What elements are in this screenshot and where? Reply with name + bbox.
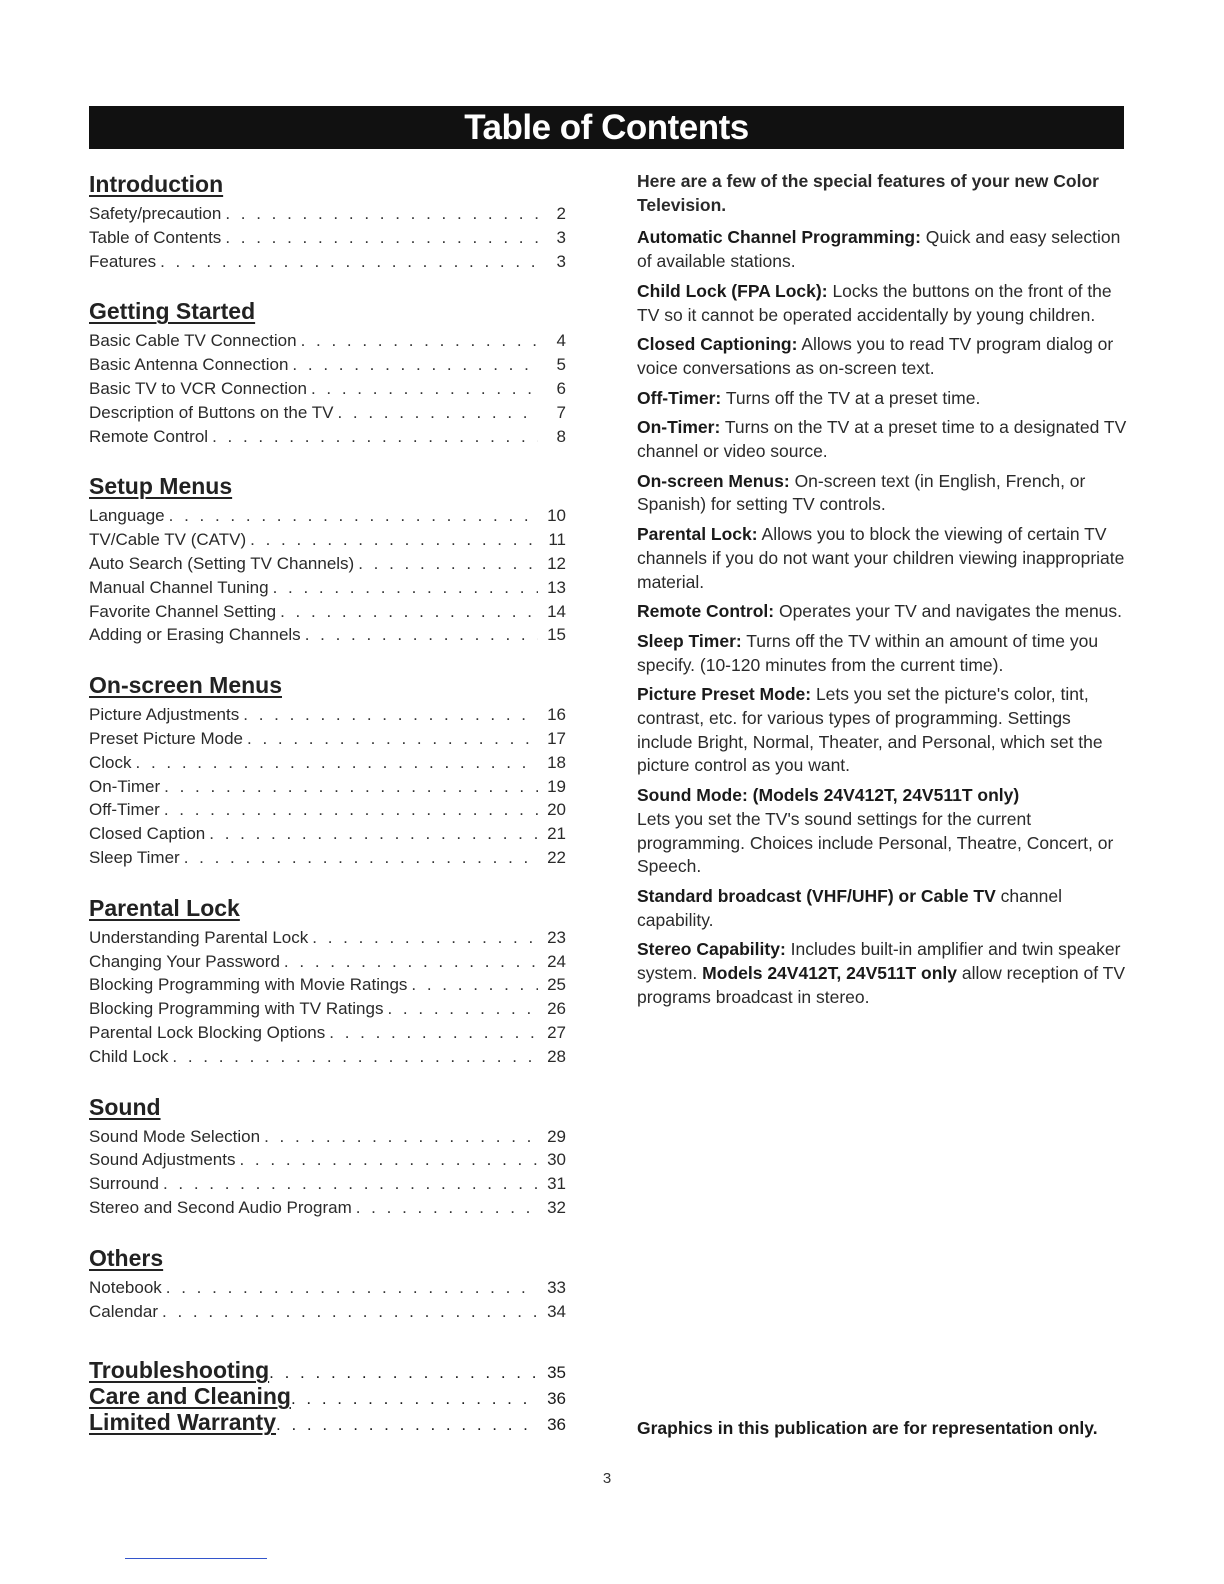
toc-entry[interactable]	[89, 425, 566, 449]
dot-leader	[209, 822, 538, 846]
toc-entry[interactable]	[89, 703, 566, 727]
toc-entry-label: Stereo and Second Audio Program	[89, 1197, 352, 1217]
toc-entry[interactable]	[89, 528, 566, 552]
toc-section	[89, 1089, 566, 1220]
dot-leader	[264, 1125, 538, 1149]
feature-description: Includes built-in amplifier and twin speaker system.	[637, 939, 1121, 984]
toc-entry-label: Auto Search (Setting TV Channels)	[89, 553, 355, 573]
toc-major-entry-label: Troubleshooting	[89, 1357, 270, 1384]
toc-section-title[interactable]: Others	[89, 1244, 164, 1271]
toc-entry-page: 30	[547, 1150, 566, 1170]
dot-leader	[273, 576, 538, 600]
feature-description: On-screen text (in English, French, or Spanish) for setting TV controls.	[637, 470, 1086, 515]
toc-entry-page: 33	[547, 1277, 566, 1297]
dot-leader	[166, 1276, 538, 1300]
toc-section-title[interactable]: Getting Started	[89, 298, 256, 325]
dot-leader	[163, 1172, 538, 1196]
dot-leader	[337, 401, 538, 425]
toc-entry-page: 11	[548, 530, 566, 550]
toc-section-title[interactable]: On-screen Menus	[89, 672, 282, 699]
toc-entry[interactable]	[89, 1276, 566, 1300]
toc-major-entry[interactable]	[89, 1383, 566, 1409]
toc-entry[interactable]	[89, 798, 566, 822]
toc-entry[interactable]	[89, 353, 566, 377]
toc-entry-page: 14	[547, 601, 566, 621]
toc-entry[interactable]	[89, 1045, 566, 1069]
feature-item	[637, 280, 1127, 327]
dot-leader	[212, 425, 538, 449]
toc-entry-page: 24	[547, 951, 566, 971]
feature-description: allow reception of TV programs broadcast in stereo.	[637, 963, 1126, 1007]
toc-entry-page: 5	[556, 355, 566, 375]
dot-leader	[160, 250, 538, 274]
toc-entry-label: Picture Adjustments	[89, 705, 240, 725]
toc-major-entry-label: Care and Cleaning	[89, 1383, 291, 1410]
toc-entry[interactable]	[89, 1125, 566, 1149]
toc-entry-page: 22	[547, 847, 566, 867]
page-title-banner	[89, 106, 1124, 149]
feature-description: Lets you set the picture's color, tint, contrast, etc. for various types of programming. Settings include Bright, Normal, Theater, and Personal, which set the picture control as you want.	[637, 684, 1103, 776]
toc-entry[interactable]	[89, 1196, 566, 1220]
toc-entry-label: Adding or Erasing Channels	[89, 625, 301, 645]
toc-entry-label: Blocking Programming with TV Ratings	[89, 999, 384, 1019]
toc-entry-label: TV/Cable TV (CATV)	[89, 530, 247, 550]
toc-entry-label: Off-Timer	[89, 800, 160, 820]
feature-term: Remote Control:	[637, 601, 775, 622]
toc-entry-page: 6	[556, 378, 566, 398]
toc-entry-page: 34	[547, 1301, 566, 1321]
toc-entry-page: 23	[547, 927, 566, 947]
feature-description: Allows you to read TV program dialog or voice conversations as on-screen text.	[637, 334, 1114, 378]
toc-entry-page: 12	[547, 553, 566, 573]
toc-entry[interactable]	[89, 623, 566, 647]
dot-leader	[225, 202, 538, 226]
dot-leader	[329, 1021, 538, 1045]
feature-term: Stereo Capability:	[637, 939, 786, 960]
toc-major-entry-label: Limited Warranty	[89, 1409, 277, 1436]
toc-entry-page: 26	[547, 999, 566, 1019]
toc-entry-page: 2	[556, 204, 566, 223]
dot-leader	[164, 775, 538, 799]
toc-entry-label: Sleep Timer	[89, 847, 180, 867]
dot-leader	[280, 600, 538, 624]
toc-entry-label: Language	[89, 506, 165, 526]
toc-entry-label: Closed Caption	[89, 824, 206, 844]
toc-entry-page: 19	[547, 776, 566, 796]
toc-section-title[interactable]: Setup Menus	[89, 473, 233, 500]
toc-entry[interactable]	[89, 950, 566, 974]
toc-entry[interactable]	[89, 1172, 566, 1196]
toc-entry-page: 3	[556, 251, 566, 271]
toc-section	[89, 293, 566, 448]
toc-major-entry[interactable]	[89, 1409, 566, 1435]
toc-entry-page: 28	[547, 1046, 566, 1066]
dot-leader	[247, 727, 538, 751]
features-intro: Here are a few of the special features of your new Color Television.	[637, 171, 1099, 215]
toc-entry-label: Notebook	[89, 1277, 162, 1297]
toc-entry-page: 8	[556, 426, 566, 446]
toc-entry[interactable]	[89, 727, 566, 751]
toc-section	[89, 468, 566, 647]
toc-entry[interactable]	[89, 926, 566, 950]
toc-entry-page: 18	[547, 752, 566, 772]
toc-entry[interactable]	[89, 846, 566, 870]
feature-term: Picture Preset Mode:	[637, 684, 812, 705]
toc-entry[interactable]	[89, 1300, 566, 1324]
toc-entry[interactable]	[89, 401, 566, 425]
toc-entry[interactable]	[89, 751, 566, 775]
toc-entry-label: Safety/precaution	[89, 204, 222, 223]
dot-leader	[162, 1300, 538, 1324]
feature-term: Sleep Timer:	[637, 630, 742, 651]
toc-entry-label: Favorite Channel Setting	[89, 601, 277, 621]
toc-entry-page: 7	[556, 402, 566, 422]
table-of-contents	[89, 166, 566, 1435]
toc-entry-label: Description of Buttons on the TV	[89, 402, 334, 422]
toc-entry[interactable]	[89, 1148, 566, 1172]
feature-item	[637, 333, 1127, 380]
feature-item	[637, 885, 1127, 932]
toc-entry-page: 20	[547, 800, 566, 820]
feature-item	[637, 683, 1127, 778]
toc-entry-label: Blocking Programming with Movie Ratings	[89, 975, 408, 995]
toc-entry[interactable]	[89, 600, 566, 624]
toc-section	[89, 1240, 566, 1324]
feature-description: channel capability.	[637, 885, 1062, 930]
toc-entry-page: 17	[547, 728, 566, 748]
toc-section	[89, 890, 566, 1069]
feature-description: Operates your TV and navigates the menus.	[778, 601, 1123, 622]
toc-entry-page: 25	[547, 975, 566, 995]
toc-entry-label: Sound Mode Selection	[89, 1126, 261, 1146]
toc-entry[interactable]	[89, 329, 566, 353]
toc-section-title[interactable]: Parental Lock	[89, 894, 240, 921]
feature-description: Locks the buttons on the front of the TV so it cannot be operated accidentally by young children.	[637, 280, 1112, 325]
toc-major-entry-page: 36	[547, 1389, 566, 1409]
toc-section-title[interactable]: Introduction	[89, 171, 224, 197]
toc-entry[interactable]	[89, 1021, 566, 1045]
toc-major-entry-page: 35	[547, 1363, 566, 1383]
toc-entry-label: Basic Antenna Connection	[89, 355, 289, 375]
feature-item	[637, 600, 1127, 624]
feature-description: Lets you set the TV's sound settings for the current programming. Choices include Personal, Theatre, Concert, or Speech.	[637, 808, 1114, 877]
feature-term: On-screen Menus:	[637, 470, 790, 491]
dot-leader	[301, 329, 538, 353]
feature-term: Sound Mode: (Models 24V412T, 24V511T only)	[637, 785, 1020, 806]
toc-entry-label: Understanding Parental Lock	[89, 927, 309, 947]
feature-item	[637, 226, 1127, 273]
toc-entry[interactable]	[89, 775, 566, 799]
feature-description: Turns off the TV at a preset time.	[725, 387, 981, 408]
toc-section	[89, 667, 566, 870]
toc-entry-label: Sound Adjustments	[89, 1150, 236, 1170]
page-number: 3	[602, 1470, 612, 1487]
toc-entry[interactable]	[89, 973, 566, 997]
toc-entry-label: Manual Channel Tuning	[89, 577, 269, 597]
dot-leader	[312, 926, 538, 950]
toc-entry[interactable]	[89, 226, 566, 250]
toc-entry-page: 15	[547, 625, 566, 645]
feature-term: Automatic Channel Programming:	[637, 227, 921, 248]
toc-major-entry[interactable]	[89, 1357, 566, 1383]
dot-leader	[184, 846, 538, 870]
toc-entry-page: 13	[547, 577, 566, 597]
toc-major-entry-page: 36	[547, 1415, 566, 1435]
feature-term: Models 24V412T, 24V511T only	[702, 963, 958, 984]
feature-term: Parental Lock:	[637, 524, 758, 545]
toc-entry-page: 32	[547, 1197, 566, 1217]
toc-entry-page: 16	[547, 705, 566, 725]
toc-entry-label: Basic TV to VCR Connection	[89, 378, 307, 398]
feature-item	[637, 523, 1127, 594]
toc-entry-label: Features	[89, 251, 157, 271]
dot-leader	[356, 1196, 538, 1220]
feature-item	[637, 938, 1127, 1009]
dot-leader	[269, 1360, 538, 1386]
dot-leader	[243, 703, 538, 727]
toc-entry-label: Clock	[89, 752, 132, 772]
dot-leader	[172, 1045, 538, 1069]
feature-term: Closed Captioning:	[637, 334, 798, 355]
dot-leader	[411, 973, 538, 997]
toc-entry-label: Child Lock	[89, 1046, 169, 1066]
feature-term: On-Timer:	[637, 417, 721, 438]
toc-entry-label: Basic Cable TV Connection	[89, 331, 297, 351]
toc-entry-label: Changing Your Password	[89, 951, 280, 971]
toc-entry-label: Calendar	[89, 1301, 158, 1321]
toc-section	[89, 166, 566, 273]
toc-section-title[interactable]: Sound	[89, 1093, 161, 1120]
toc-entry-page: 3	[556, 227, 566, 247]
feature-description: Quick and easy selection of available stations.	[637, 227, 1121, 272]
toc-entry-page: 21	[547, 824, 566, 844]
toc-entry[interactable]	[89, 504, 566, 528]
toc-entry-page: 4	[556, 331, 566, 351]
toc-entry-page: 10	[547, 506, 566, 526]
dot-leader	[387, 997, 538, 1021]
toc-entry-page: 31	[547, 1174, 566, 1194]
bottom-rule	[125, 1558, 267, 1559]
dot-leader	[284, 950, 538, 974]
feature-item	[637, 470, 1127, 517]
toc-entry-label: On-Timer	[89, 776, 161, 796]
dot-leader	[136, 751, 538, 775]
feature-description: Allows you to block the viewing of certain TV channels if you do not want your children viewing inappropriate material.	[637, 524, 1125, 592]
feature-description: Turns on the TV at a preset time to a designated TV channel or video source.	[637, 417, 1127, 462]
dot-leader	[169, 504, 538, 528]
feature-item	[637, 387, 1127, 411]
toc-entry[interactable]	[89, 250, 566, 274]
page-title: Table of Contents	[464, 108, 749, 147]
toc-entry-label: Remote Control	[89, 426, 209, 446]
toc-entry-page: 27	[547, 1022, 566, 1042]
feature-item	[637, 784, 1127, 879]
dot-leader	[311, 377, 538, 401]
feature-term: Standard broadcast (VHF/UHF) or Cable TV	[637, 885, 996, 906]
dot-leader	[292, 353, 538, 377]
toc-entry[interactable]	[89, 377, 566, 401]
dot-leader	[305, 623, 538, 647]
toc-entry-label: Surround	[89, 1174, 159, 1194]
toc-entry-label: Table of Contents	[89, 227, 222, 247]
footnote: Graphics in this publication are for representation only.	[637, 1418, 1098, 1438]
dot-leader	[239, 1148, 538, 1172]
dot-leader	[250, 528, 538, 552]
toc-entry[interactable]	[89, 202, 566, 226]
toc-entry-page: 29	[547, 1126, 566, 1146]
dot-leader	[225, 226, 538, 250]
feature-item	[637, 630, 1127, 677]
dot-leader	[291, 1386, 538, 1412]
feature-item	[637, 416, 1127, 463]
toc-entry[interactable]	[89, 576, 566, 600]
feature-term: Off-Timer:	[637, 387, 722, 408]
toc-entry-label: Parental Lock Blocking Options	[89, 1022, 326, 1042]
toc-major-entries	[89, 1357, 566, 1435]
toc-entry[interactable]	[89, 997, 566, 1021]
dot-leader	[358, 552, 538, 576]
features-list	[637, 170, 1127, 1016]
toc-entry[interactable]	[89, 822, 566, 846]
feature-description: Turns off the TV within an amount of time you specify. (10-120 minutes from the current time).	[637, 630, 1099, 675]
feature-term: Child Lock (FPA Lock):	[637, 280, 828, 301]
toc-entry-label: Preset Picture Mode	[89, 728, 244, 748]
dot-leader	[276, 1412, 538, 1438]
dot-leader	[164, 798, 538, 822]
toc-entry[interactable]	[89, 552, 566, 576]
